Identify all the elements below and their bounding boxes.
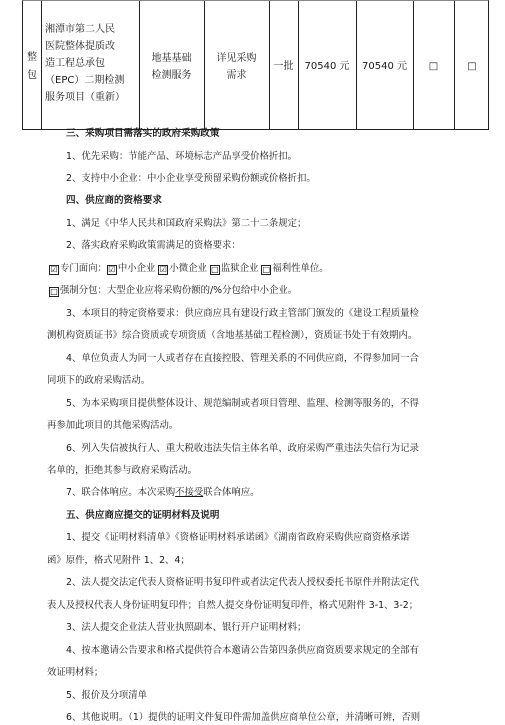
checkbox-b-cell: □ (467, 61, 477, 72)
paragraph: 1、满足《中华人民共和国政府采购法》第二十二条规定； (66, 217, 307, 229)
check-option: ☑ 专门面向： (50, 262, 107, 274)
paragraph: 4、单位负责人为同一人或者存在直接控股、管理关系的不同供应商，不得参加同一合 (66, 352, 419, 364)
check-option: ☑ 中小企业 (108, 262, 156, 274)
empty-box-icon: □ (262, 264, 271, 274)
package-cell: 整 包 (27, 52, 37, 81)
procurement-table (22, 0, 489, 130)
paragraph: 测机构资质证书》综合资质或专项资质（含地基基础工程检测），资质证书处于有效期内。 (47, 330, 418, 342)
paragraph: 3、本项目的特定资格要求：供应商应具有建设行政主管部门颁发的《建设工程质量检 (66, 307, 419, 319)
paragraph: 2、法人提交法定代表人资格证明书复印件或者法定代表人授权委托书原件并附法定代 (66, 577, 419, 589)
check-option: □ 福利性单位。 (262, 262, 329, 274)
total-price-cell: 70540 元 (362, 61, 407, 72)
paragraph: 1、提交《证明材料清单》《资格证明材料承诺函》《湖南省政府采购供应商资格承诺 (66, 532, 410, 544)
paragraph: 3、法人提交企业法人营业执照副本、银行开户证明材料； (66, 622, 307, 634)
paragraph: 1、优先采购：节能产品、环境标志产品享受价格折扣。 (66, 150, 297, 162)
checkbox-a-cell: □ (428, 61, 439, 72)
subcontract-row: □ 强制分包：大型企业应将采购份额的/%分包给中小企业。 (50, 285, 298, 297)
checked-box-icon: ☑ (159, 264, 167, 274)
paragraph: 6、列入失信被执行人、重大税收违法失信主体名单、政府采购严重违法失信行为记录 (66, 442, 419, 454)
table-divider (41, 1, 42, 129)
requirement-cell: 详见采购 需求 (216, 53, 257, 81)
paragraph: 5、报价及分项清单 (66, 689, 147, 701)
paragraph: 2、落实政府采购政策需满足的资格要求： (66, 240, 241, 252)
paragraph: 同项下的政府采购活动。 (47, 375, 151, 387)
checked-box-icon: ☑ (50, 264, 58, 274)
paragraph: 效证明材料； (47, 667, 104, 679)
section-5-title: 五、供应商应提交的证明材料及说明 (66, 509, 220, 521)
checked-box-icon: ☑ (108, 264, 116, 274)
paragraph: 2、支持中小企业：中小企业享受预留采购份额或价格折扣。 (66, 172, 316, 184)
paragraph: 名单的，拒绝其参与政府采购活动。 (47, 464, 198, 476)
paragraph: 7、联合体响应。本次采购不接受联合体响应。 (66, 487, 260, 499)
section-3-title: 三、采购项目需落实的政府采购政策 (66, 128, 220, 139)
paragraph: 表人及授权代表人身份证明复印件；自然人提交身份证明复印件，格式见附件 3-1、3-2； (47, 599, 419, 611)
check-option: ☑ 小微企业 (159, 262, 207, 274)
project-name-cell: 湘潭市第二人民 医院整体提质改 造工程总承包 （EPC）二期检测 服务项目（重新） (45, 24, 125, 103)
quantity-cell: 一批 (273, 61, 294, 72)
policy-options-row (49, 262, 329, 275)
empty-box-icon: □ (50, 287, 58, 297)
service-cell: 地基基础 检测服务 (151, 53, 192, 81)
section-4-title: 四、供应商的资格要求 (66, 195, 162, 207)
paragraph: 5、为本采购项目提供整体设计、规范编制或者项目管理、监理、检测等服务的，不得 (66, 397, 419, 409)
paragraph: 6、其他说明。（1）提供的证明文件复印件需加盖供应商单位公章，并清晰可辨，否则 (66, 712, 421, 723)
unit-price-cell: 70540 元 (304, 61, 350, 72)
empty-box-icon: □ (211, 264, 219, 274)
paragraph: 函》原件，格式见附件 1、2、4； (47, 554, 190, 566)
paragraph: 再参加此项目的其他采购活动。 (47, 420, 179, 431)
check-option: □ 监狱企业 (211, 262, 259, 274)
paragraph: 4、按本邀请公告要求和格式提供符合本邀请公告第四条供应商资质要求规定的全部有 (66, 644, 419, 656)
